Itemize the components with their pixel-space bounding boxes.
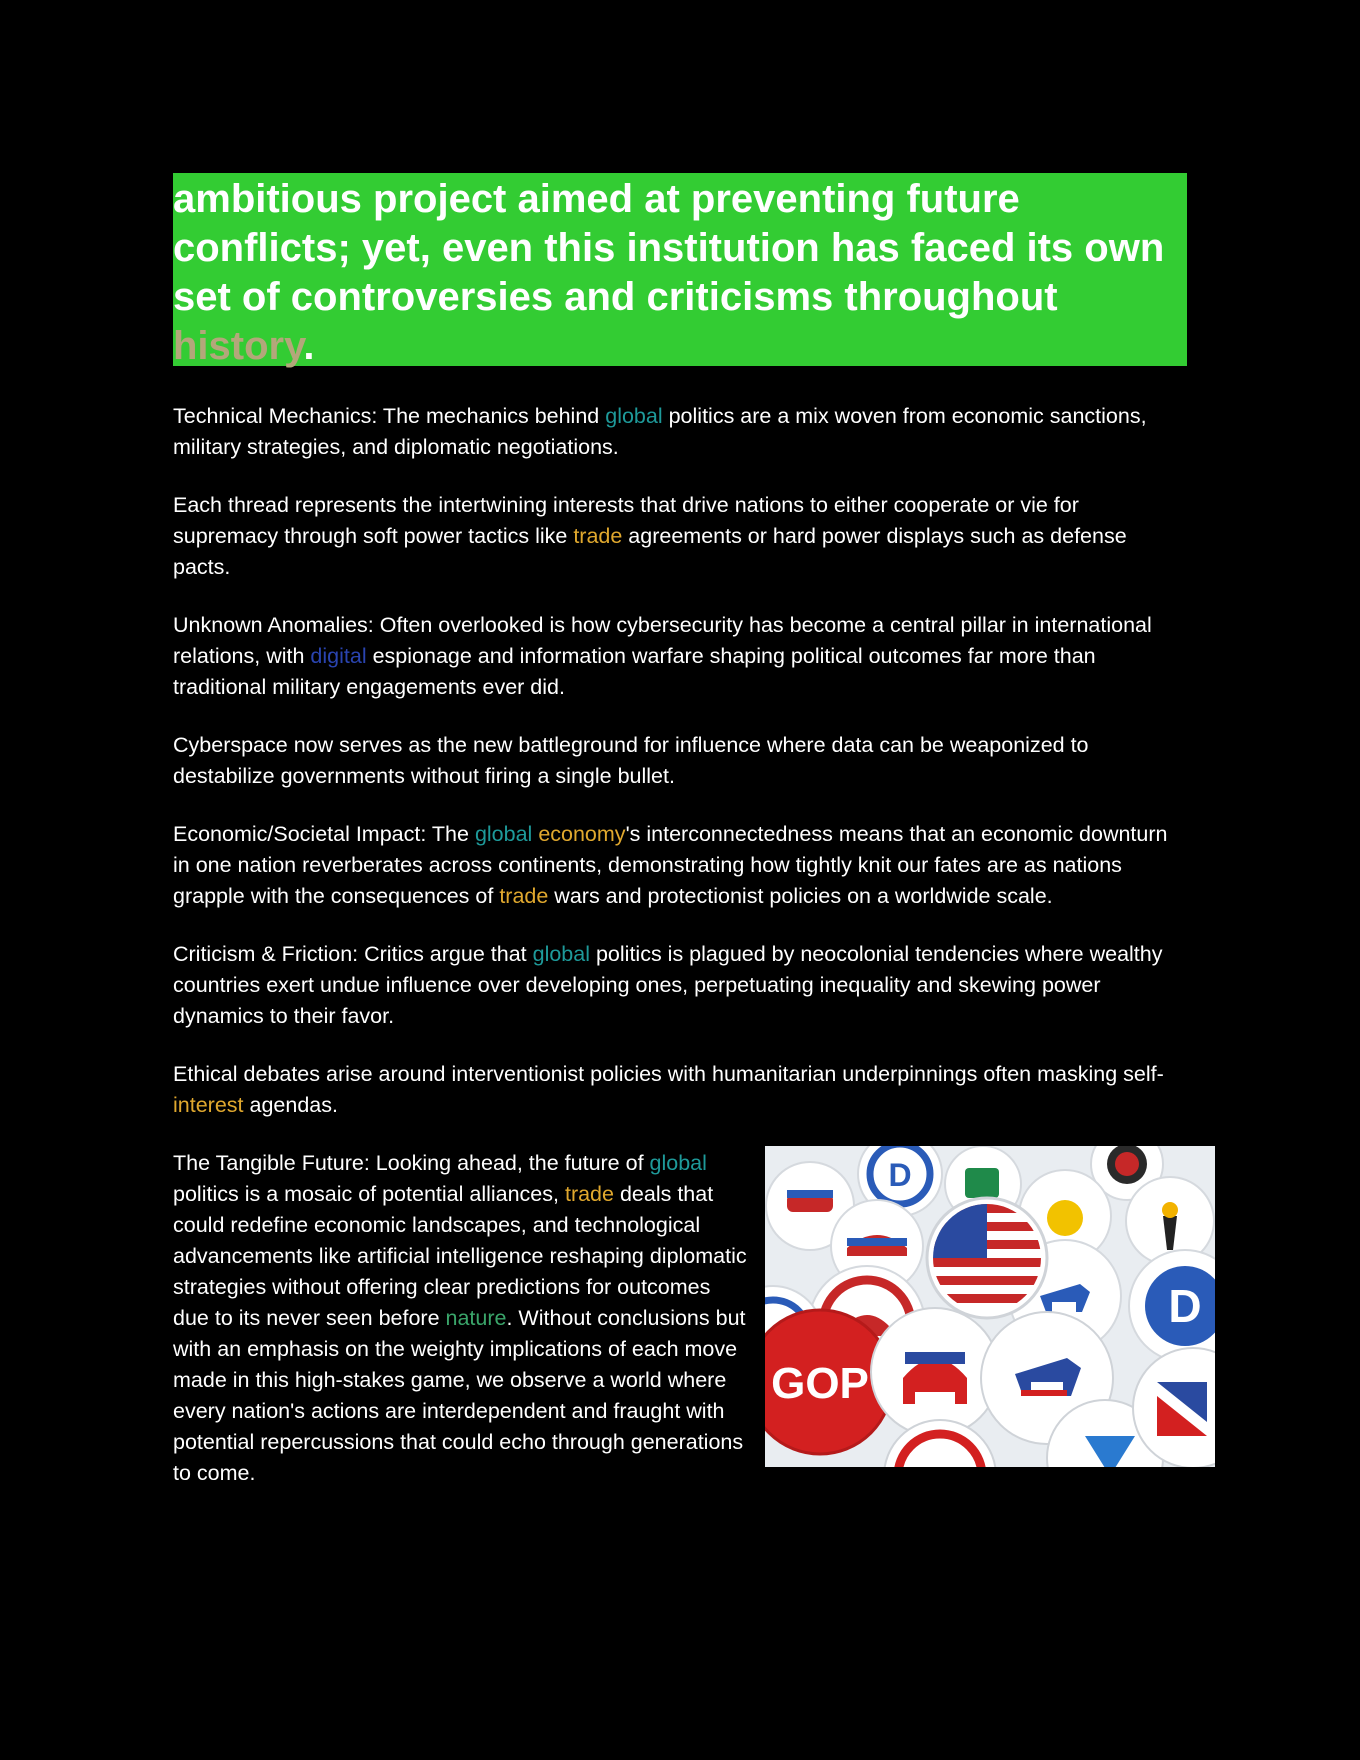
paragraph-economic-impact bbox=[173, 819, 1187, 912]
paragraph-each-thread bbox=[173, 490, 1187, 583]
keyword-global: global bbox=[649, 1151, 707, 1175]
keyword-digital: digital bbox=[310, 644, 367, 668]
keyword-global: global bbox=[605, 404, 663, 428]
svg-text:D: D bbox=[888, 1157, 912, 1193]
paragraph-text: 's interconnectedness means that an economic downturn in one nation reverberates across continents, demonstrating how tightly knit our fates are as nations grapple with the consequences of bbox=[173, 822, 1168, 908]
paragraph-text: deals that could redefine economic landscapes, and technological advancements like artificial intelligence reshaping diplomatic strategies without offering clear predictions for outcomes due to its never seen before bbox=[173, 1182, 747, 1330]
paragraph-text: wars and protectionist policies on a worldwide scale. bbox=[548, 884, 1053, 908]
paragraph-text: Each thread represents the intertwining interests that drive nations to either cooperate or vie for supremacy through soft power tactics like bbox=[173, 493, 1079, 548]
heading-accent-word: history bbox=[173, 324, 304, 368]
paragraph-text: agendas. bbox=[243, 1093, 338, 1117]
heading-text: ambitious project aimed at preventing future conflicts; yet, even this institution has faced its own set of controversies and criticisms throughout bbox=[173, 177, 1165, 319]
political-buttons-image bbox=[765, 1146, 1215, 1467]
keyword-interest: interest bbox=[173, 1093, 244, 1117]
paragraph-unknown-anomalies bbox=[173, 610, 1187, 703]
keyword-nature: nature bbox=[445, 1306, 507, 1330]
keyword-economy: economy bbox=[538, 822, 626, 846]
paragraph-text: agreements or hard power displays such as defense pacts. bbox=[173, 524, 1127, 579]
future-section bbox=[173, 1148, 1202, 1489]
paragraph-text: Unknown Anomalies: Often overlooked is how cybersecurity has become a central pillar in international relations, with bbox=[173, 613, 1152, 668]
paragraph-cyberspace bbox=[173, 730, 1187, 792]
paragraph-text: . Without conclusions but with an emphasis on the weighty implications of each move made in this high-stakes game, we observe a world where every nation's actions are interdependent and fraught with potential repercussions that could echo through generations to come. bbox=[173, 1306, 746, 1485]
paragraph-text: politics are a mix woven from economic sanctions, military strategies, and diplomatic negotiations. bbox=[173, 404, 1147, 459]
paragraph-text: politics is a mosaic of potential alliances, bbox=[173, 1182, 565, 1206]
paragraph-text: Criticism & Friction: Critics argue that bbox=[173, 942, 533, 966]
paragraph-text: Ethical debates arise around interventionist policies with humanitarian underpinnings often masking self- bbox=[173, 1062, 1164, 1086]
heading-period: . bbox=[303, 324, 315, 368]
paragraph-ethical-debates bbox=[173, 1059, 1187, 1121]
keyword-global: global bbox=[474, 822, 533, 846]
paragraph-text: politics is plagued by neocolonial tendencies where wealthy countries exert undue influence over developing ones, perpetuating inequality and skewing power dynamics to their favor. bbox=[173, 942, 1163, 1028]
pin-elephant-front bbox=[871, 1308, 999, 1436]
paragraph-tangible-future bbox=[173, 1148, 748, 1489]
article-body bbox=[173, 401, 1202, 1489]
paragraph-text: The Tangible Future: Looking ahead, the future of bbox=[173, 1151, 650, 1175]
gop-label: GOP bbox=[771, 1359, 869, 1408]
keyword-trade: trade bbox=[499, 884, 549, 908]
political-buttons-illustration bbox=[765, 1146, 1215, 1467]
keyword-trade: trade bbox=[573, 524, 623, 548]
paragraph-criticism bbox=[173, 939, 1187, 1032]
paragraph-text: Economic/Societal Impact: The bbox=[173, 822, 475, 846]
paragraph-technical-mechanics bbox=[173, 401, 1187, 463]
keyword-trade: trade bbox=[564, 1182, 614, 1206]
paragraph-text: Technical Mechanics: The mechanics behind bbox=[173, 404, 606, 428]
paragraph-text: espionage and information warfare shaping political outcomes far more than traditional military engagements ever did. bbox=[173, 644, 1096, 699]
paragraph-text: Cyberspace now serves as the new battleground for influence where data can be weaponized to destabilize governments without firing a single bullet. bbox=[173, 733, 1089, 788]
svg-text:D: D bbox=[1168, 1280, 1202, 1332]
document-page bbox=[173, 173, 1202, 1489]
keyword-global: global bbox=[532, 942, 590, 966]
highlighted-heading bbox=[173, 173, 1187, 366]
